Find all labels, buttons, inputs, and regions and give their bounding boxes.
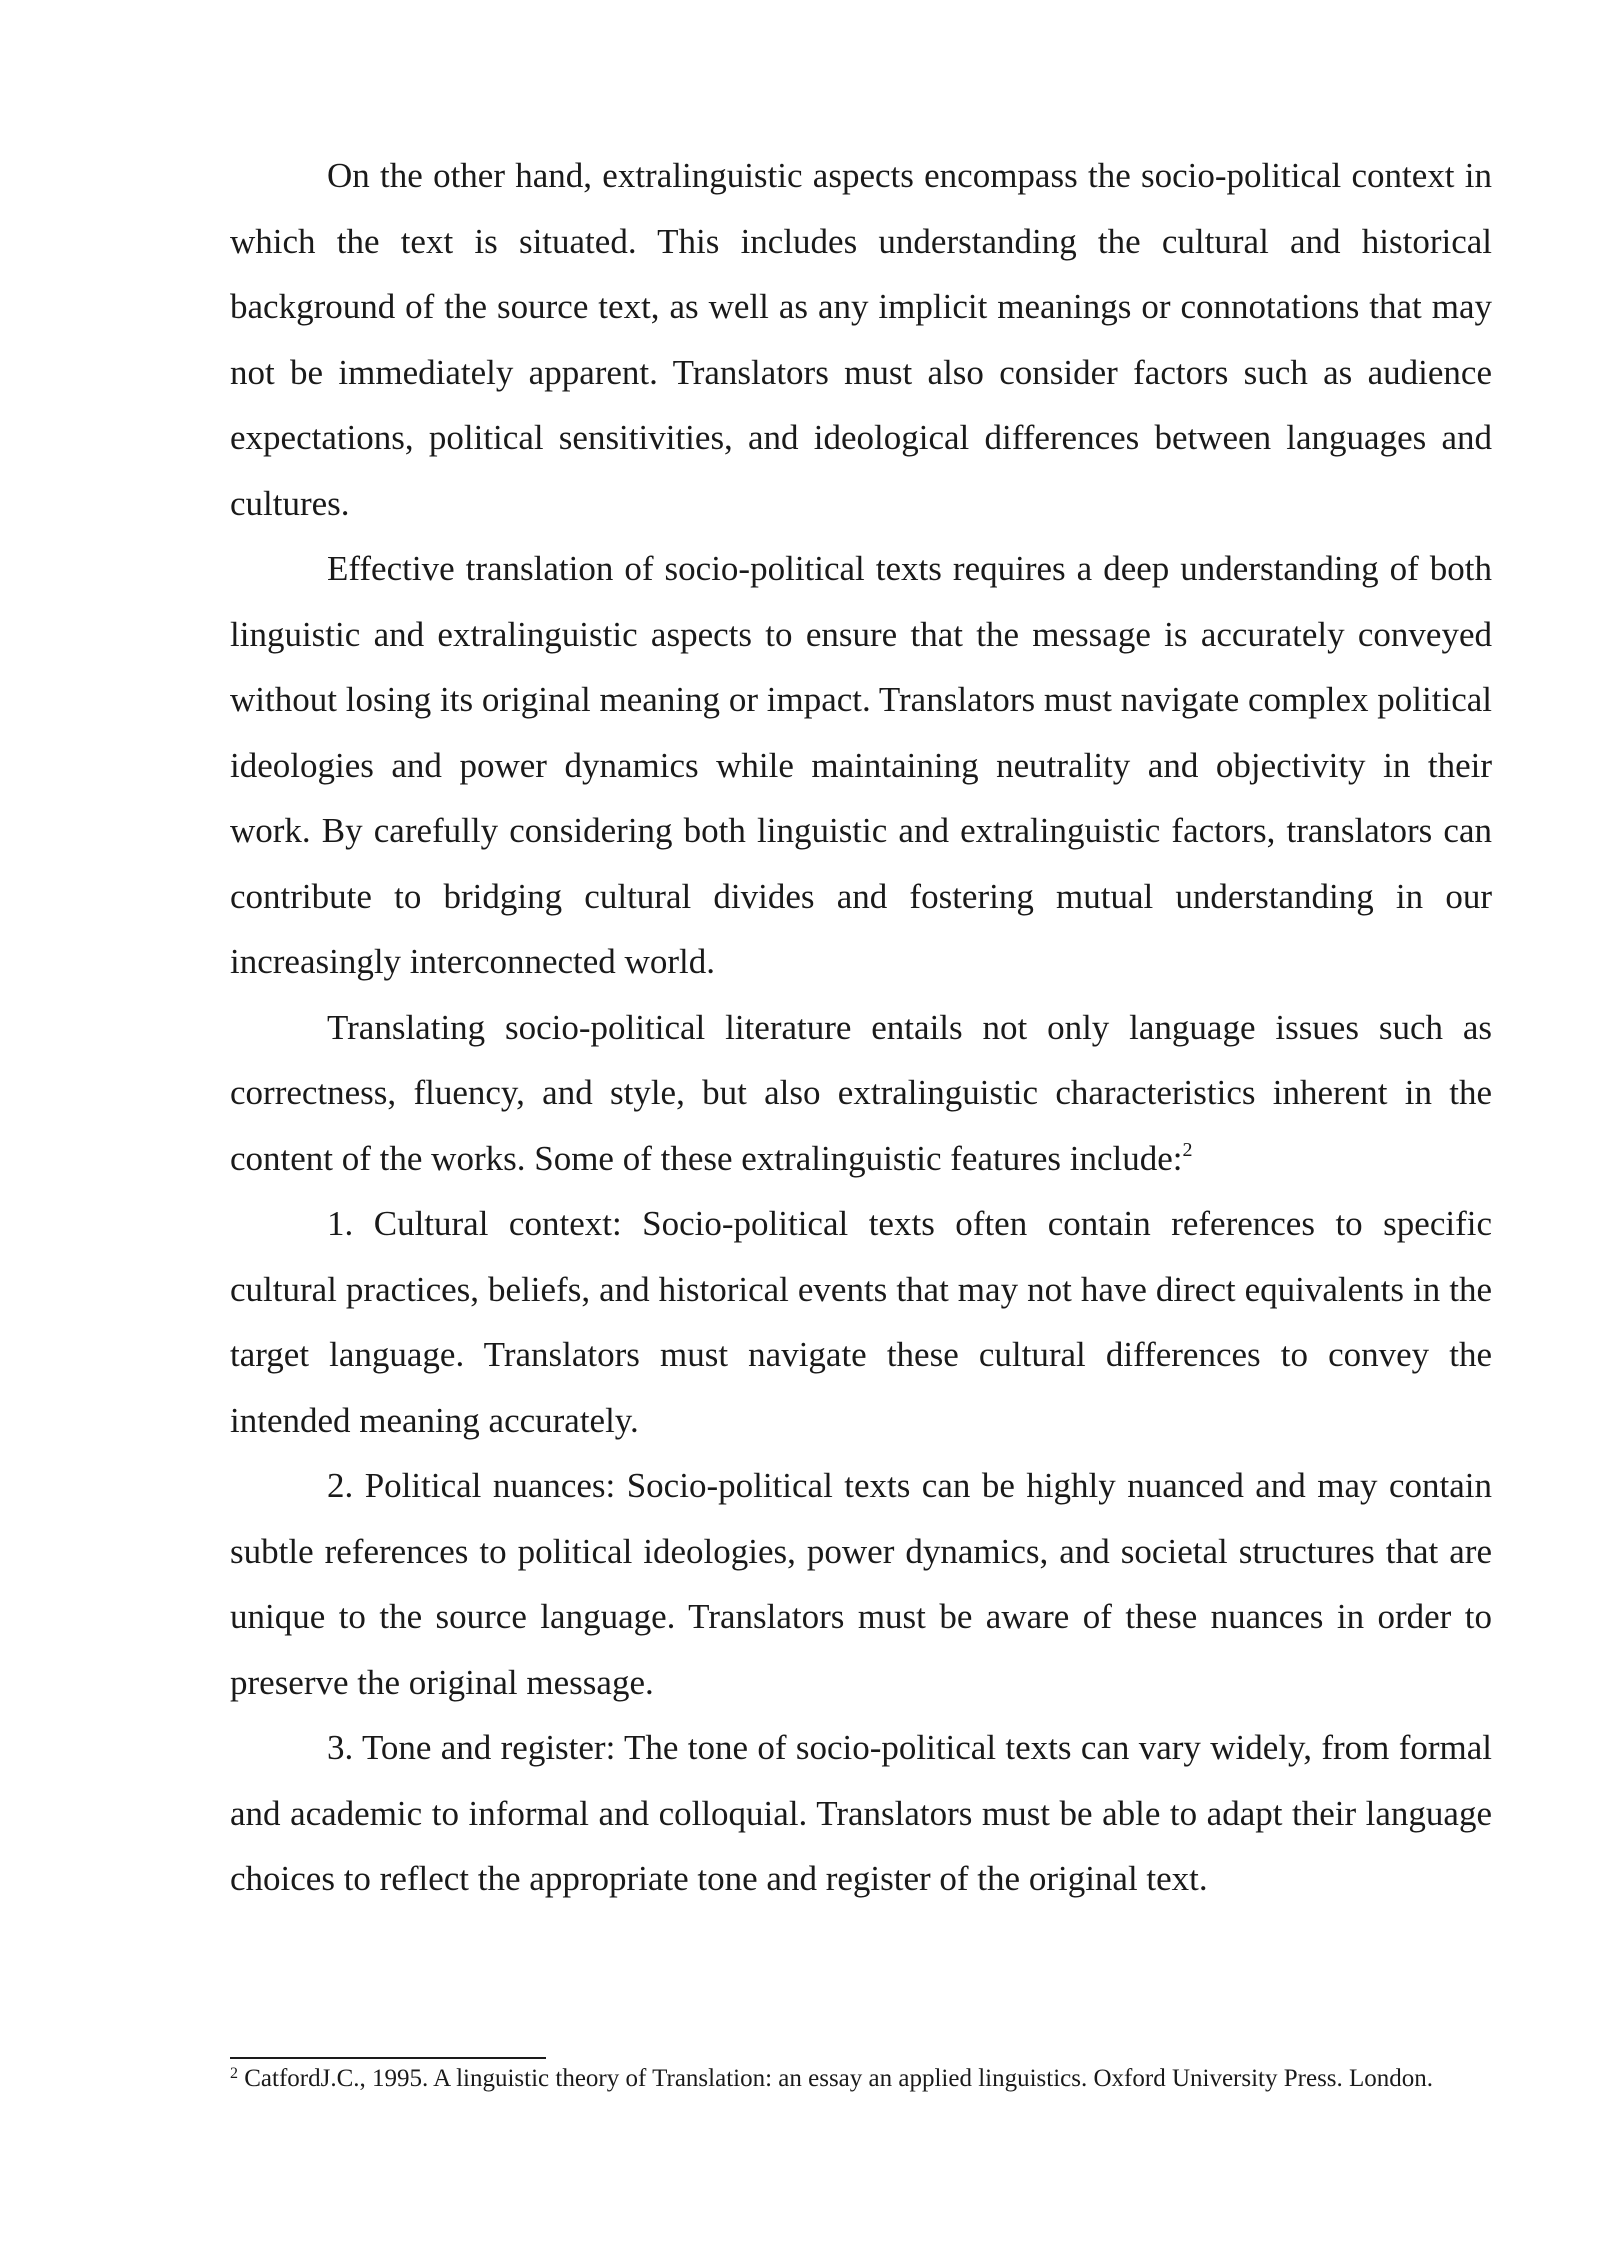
list-item-tone-register: 3. Tone and register: The tone of socio-political texts can vary widely, from formal and academic to informal and colloquial. Translators must be able to adapt their language choices to reflect the appropriate tone and register of the original text.: [230, 1728, 1492, 1898]
paragraph-translating-literature-text: Translating socio-political literature entails not only language issues such as correctness, fluency, and style, but also extralinguistic characteristics inherent in the content of the works. Some of these extralinguistic features include:: [230, 1007, 1492, 1178]
body-text: [230, 143, 1492, 1912]
paragraph-extralinguistic-aspects: On the other hand, extralinguistic aspects encompass the socio-political context in which the text is situated. This includes understanding the cultural and historical background of the source text, as well as any implicit meanings or connotations that may not be immediately apparent. Translators must also consider factors such as audience expectations, political sensitivities, and ideological differences between languages and cultures.: [230, 156, 1492, 523]
footnote-number: 2: [230, 2065, 238, 2082]
list-item-cultural-context: 1. Cultural context: Socio-political texts often contain references to specific cultural practices, beliefs, and historical events that may not have direct equivalents in the target language. Translators must navigate these cultural differences to convey the intended meaning accurately.: [230, 1204, 1492, 1440]
footnote: [230, 2063, 1492, 2095]
list-item-political-nuances: 2. Political nuances: Socio-political texts can be highly nuanced and may contain subtle references to political ideologies, power dynamics, and societal structures that are unique to the source language. Translators must be aware of these nuances in order to preserve the original message.: [230, 1466, 1492, 1702]
paragraph-translating-literature: [230, 995, 1492, 1192]
footnote-text: CatfordJ.C., 1995. A linguistic theory of Translation: an essay an applied linguistics. Oxford University Press. London.: [244, 2065, 1434, 2092]
footnote-separator: [230, 2057, 546, 2059]
paragraph-effective-translation: Effective translation of socio-political texts requires a deep understanding of both linguistic and extralinguistic aspects to ensure that the message is accurately conveyed without losing its original meaning or impact. Translators must navigate complex political ideologies and power dynamics while maintaining neutrality and objectivity in their work. By carefully considering both linguistic and extralinguistic factors, translators can contribute to bridging cultural divides and fostering mutual understanding in our increasingly interconnected world.: [230, 549, 1492, 981]
footnote-reference[interactable]: 2: [1182, 1138, 1193, 1161]
